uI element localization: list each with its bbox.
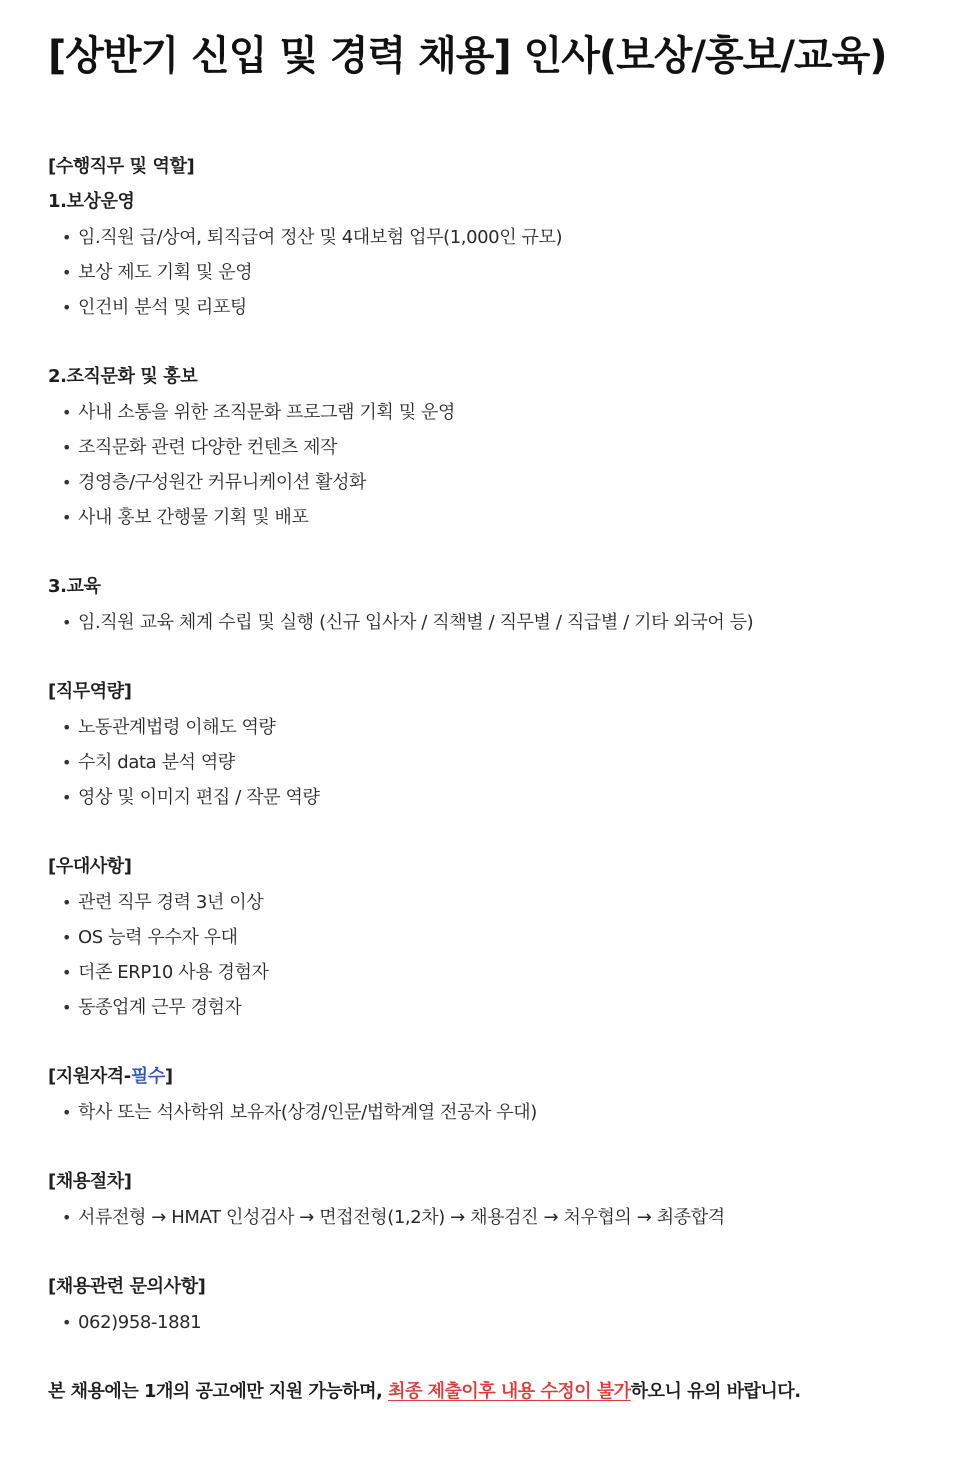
list-item [62,996,242,1020]
list-item [62,1206,725,1230]
list-item [62,1101,537,1125]
list-item-text: 학사 또는 석사학위 보유자(상경/인문/법학계열 전공자 우대) [78,1102,537,1123]
list-item-text: 수치 data 분석 역량 [78,752,235,773]
list-item-text: 임.직원 교육 체계 수립 및 실행 (신규 입사자 / 직책별 / 직무별 / 직급별 / 기타 외국어 등) [78,612,754,633]
compensation-heading: 1.보상운영 [48,191,135,212]
list-item-text: 보상 제도 기획 및 운영 [78,262,253,283]
bullet-icon: • [62,1208,72,1227]
list-item [62,506,308,530]
process-heading: [채용절차] [48,1171,132,1192]
list-item-text: 사내 홍보 간행물 기획 및 배포 [78,507,309,528]
list-item-text: 영상 및 이미지 편집 / 작문 역량 [78,787,320,808]
bullet-icon: • [62,893,72,912]
list-item [62,961,269,985]
page-title: [상반기 신입 및 경력 채용] 인사(보상/홍보/교육) [48,33,887,79]
list-item [62,611,753,635]
list-item [62,436,337,460]
list-item [62,261,252,285]
bullet-icon: • [62,1103,72,1122]
bullet-icon: • [62,718,72,737]
list-item-text: OS 능력 우수자 우대 [78,927,238,948]
notice-warning-highlight: 최종 제출이후 내용 수정이 불가 [388,1381,631,1402]
competency-heading: [직무역량] [48,681,132,702]
list-item-text: 동종업계 근무 경험자 [78,997,242,1018]
bullet-icon: • [62,753,72,772]
notice-suffix: 하오니 유의 바랍니다. [630,1381,801,1402]
bullet-icon: • [62,263,72,282]
bullet-icon: • [62,508,72,527]
bullet-icon: • [62,473,72,492]
bullet-icon: • [62,228,72,247]
list-item [62,226,562,250]
list-item-text: 경영층/구성원간 커뮤니케이션 활성화 [78,472,367,493]
list-item-text: 사내 소통을 위한 조직문화 프로그램 기획 및 운영 [78,402,456,423]
list-item-text: 인건비 분석 및 리포팅 [78,297,247,318]
bullet-icon: • [62,963,72,982]
bullet-icon: • [62,438,72,457]
required-highlight: 필수 [130,1066,165,1087]
contact-phone: 062)958-1881 [78,1312,202,1333]
education-heading: 3.교육 [48,576,101,597]
bullet-icon: • [62,928,72,947]
list-item [62,716,276,740]
list-item [62,401,455,425]
bullet-icon: • [62,298,72,317]
qualification-heading-prefix: [지원자격- [48,1066,131,1087]
list-item-text: 서류전형 → HMAT 인성검사 → 면접전형(1,2차) → 채용검진 → 처우협의 → 최종합격 [78,1207,725,1228]
contact-heading: [채용관련 문의사항] [48,1276,206,1297]
bullet-icon: • [62,403,72,422]
list-item [62,296,247,320]
bullet-icon: • [62,788,72,807]
list-item [62,891,263,915]
notice-text [48,1380,801,1404]
bullet-icon: • [62,1313,72,1332]
notice-prefix: 본 채용에는 1개의 공고에만 지원 가능하며, [48,1381,389,1402]
duties-heading: [수행직무 및 역할] [48,156,195,177]
list-item-text: 관련 직무 경력 3년 이상 [78,892,264,913]
list-item [62,786,319,810]
list-item [62,471,366,495]
list-item [62,1311,201,1335]
list-item [62,926,238,950]
list-item-text: 조직문화 관련 다양한 컨텐츠 제작 [78,437,338,458]
list-item-text: 더존 ERP10 사용 경험자 [78,962,269,983]
culture-heading: 2.조직문화 및 홍보 [48,366,198,387]
bullet-icon: • [62,613,72,632]
bullet-icon: • [62,998,72,1017]
list-item-text: 임.직원 급/상여, 퇴직급여 정산 및 4대보험 업무(1,000인 규모) [78,227,563,248]
qualification-heading [48,1065,173,1089]
list-item [62,751,235,775]
preferred-heading: [우대사항] [48,856,132,877]
qualification-heading-suffix: ] [164,1066,173,1087]
list-item-text: 노동관계법령 이해도 역량 [78,717,276,738]
